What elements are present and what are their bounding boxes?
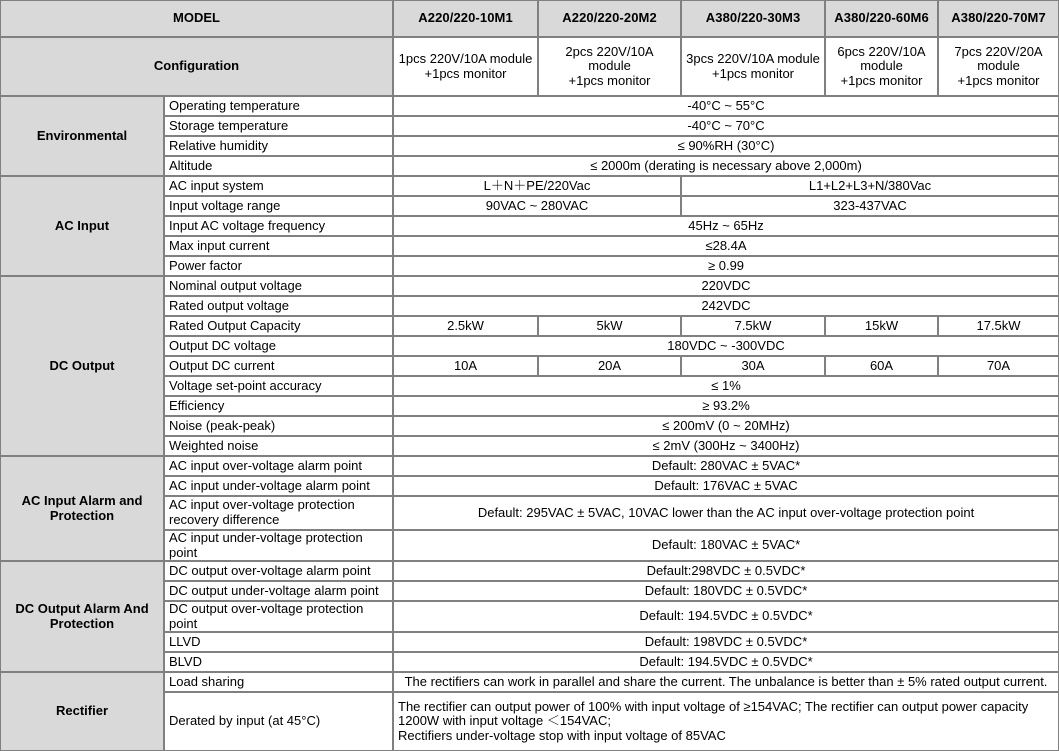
table-row [0, 276, 1059, 296]
value-cell: ≥ 93.2% [393, 396, 1059, 416]
parameter-label: DC output over-voltage protection point [164, 601, 393, 632]
value-cell: 5kW [538, 316, 681, 336]
table-row [0, 672, 1059, 692]
parameter-label: AC input over-voltage alarm point [164, 456, 393, 476]
value-cell: 15kW [825, 316, 938, 336]
model-header-4: A380/220-60M6 [825, 0, 938, 37]
section-label-dc-output: DC Output [0, 276, 164, 456]
value-cell: 7.5kW [681, 316, 825, 336]
configuration-value-5: 7pcs 220V/20A module +1pcs monitor [938, 37, 1059, 96]
configuration-value-2: 2pcs 220V/10A module +1pcs monitor [538, 37, 681, 96]
parameter-label: Rated Output Capacity [164, 316, 393, 336]
configuration-row [0, 37, 1059, 96]
value-cell: Default:298VDC ± 0.5VDC* [393, 561, 1059, 581]
configuration-value-3: 3pcs 220V/10A module +1pcs monitor [681, 37, 825, 96]
value-cell: ≤ 1% [393, 376, 1059, 396]
parameter-label: Weighted noise [164, 436, 393, 456]
parameter-label: LLVD [164, 632, 393, 652]
parameter-label: DC output under-voltage alarm point [164, 581, 393, 601]
parameter-label: Max input current [164, 236, 393, 256]
value-cell: 70A [938, 356, 1059, 376]
parameter-label: Derated by input (at 45°C) [164, 692, 393, 751]
model-header-2: A220/220-20M2 [538, 0, 681, 37]
value-cell: L＋N＋PE/220Vac [393, 176, 681, 196]
parameter-label: Power factor [164, 256, 393, 276]
value-cell: Default: 180VDC ± 0.5VDC* [393, 581, 1059, 601]
value-cell: Default: 194.5VDC ± 0.5VDC* [393, 652, 1059, 672]
value-cell: 30A [681, 356, 825, 376]
value-cell: 17.5kW [938, 316, 1059, 336]
value-cell: 90VAC ~ 280VAC [393, 196, 681, 216]
value-cell: 20A [538, 356, 681, 376]
value-cell: Default: 198VDC ± 0.5VDC* [393, 632, 1059, 652]
parameter-label: Operating temperature [164, 96, 393, 116]
parameter-label: Output DC voltage [164, 336, 393, 356]
table-row [0, 456, 1059, 476]
configuration-value-1: 1pcs 220V/10A module +1pcs monitor [393, 37, 538, 96]
value-cell: The rectifier can output power of 100% with input voltage of ≥154VAC; The rectifier can output power capacity 1200W with input voltage ＜154VAC; Rectifiers under-voltage stop with input voltage of 85VAC [393, 692, 1059, 751]
parameter-label: AC input over-voltage protection recovery difference [164, 496, 393, 530]
configuration-value-4: 6pcs 220V/10A module +1pcs monitor [825, 37, 938, 96]
parameter-label: BLVD [164, 652, 393, 672]
parameter-label: AC input under-voltage protection point [164, 530, 393, 561]
section-label-environmental: Environmental [0, 96, 164, 176]
table-row [0, 561, 1059, 581]
value-cell: 323-437VAC [681, 196, 1059, 216]
table-row [0, 96, 1059, 116]
model-header-3: A380/220-30M3 [681, 0, 825, 37]
value-cell: L1+L2+L3+N/380Vac [681, 176, 1059, 196]
section-label-ac-input-alarm-and-protection: AC Input Alarm and Protection [0, 456, 164, 561]
parameter-label: DC output over-voltage alarm point [164, 561, 393, 581]
parameter-label: AC input system [164, 176, 393, 196]
value-cell: ≤ 200mV (0 ~ 20MHz) [393, 416, 1059, 436]
model-header-5: A380/220-70M7 [938, 0, 1059, 37]
value-cell: 220VDC [393, 276, 1059, 296]
model-header-1: A220/220-10M1 [393, 0, 538, 37]
value-cell: 180VDC ~ -300VDC [393, 336, 1059, 356]
parameter-label: AC input under-voltage alarm point [164, 476, 393, 496]
value-cell: ≤28.4A [393, 236, 1059, 256]
parameter-label: Nominal output voltage [164, 276, 393, 296]
value-cell: 45Hz ~ 65Hz [393, 216, 1059, 236]
value-cell: Default: 176VAC ± 5VAC [393, 476, 1059, 496]
value-cell: ≤ 90%RH (30°C) [393, 136, 1059, 156]
value-cell: 10A [393, 356, 538, 376]
parameter-label: Load sharing [164, 672, 393, 692]
parameter-label: Input voltage range [164, 196, 393, 216]
value-cell: 2.5kW [393, 316, 538, 336]
parameter-label: Input AC voltage frequency [164, 216, 393, 236]
value-cell: -40°C ~ 70°C [393, 116, 1059, 136]
table-row [0, 176, 1059, 196]
value-cell: Default: 180VAC ± 5VAC* [393, 530, 1059, 561]
parameter-label: Rated output voltage [164, 296, 393, 316]
value-cell: Default: 295VAC ± 5VAC, 10VAC lower than the AC input over-voltage protection point [393, 496, 1059, 530]
value-cell: ≤ 2000m (derating is necessary above 2,000m) [393, 156, 1059, 176]
model-label-cell: MODEL [0, 0, 393, 37]
value-cell: The rectifiers can work in parallel and share the current. The unbalance is better than ± 5% rated output current. [393, 672, 1059, 692]
parameter-label: Relative humidity [164, 136, 393, 156]
value-cell: -40°C ~ 55°C [393, 96, 1059, 116]
value-cell: 60A [825, 356, 938, 376]
parameter-label: Altitude [164, 156, 393, 176]
value-cell: ≥ 0.99 [393, 256, 1059, 276]
section-label-ac-input: AC Input [0, 176, 164, 276]
value-cell: 242VDC [393, 296, 1059, 316]
parameter-label: Efficiency [164, 396, 393, 416]
value-cell: ≤ 2mV (300Hz ~ 3400Hz) [393, 436, 1059, 456]
model-header-row [0, 0, 1059, 37]
parameter-label: Storage temperature [164, 116, 393, 136]
section-label-dc-output-alarm-and-protection: DC Output Alarm And Protection [0, 561, 164, 672]
parameter-label: Noise (peak-peak) [164, 416, 393, 436]
parameter-label: Output DC current [164, 356, 393, 376]
parameter-label: Voltage set-point accuracy [164, 376, 393, 396]
configuration-label-cell: Configuration [0, 37, 393, 96]
section-label-rectifier: Rectifier [0, 672, 164, 751]
value-cell: Default: 194.5VDC ± 0.5VDC* [393, 601, 1059, 632]
value-cell: Default: 280VAC ± 5VAC* [393, 456, 1059, 476]
